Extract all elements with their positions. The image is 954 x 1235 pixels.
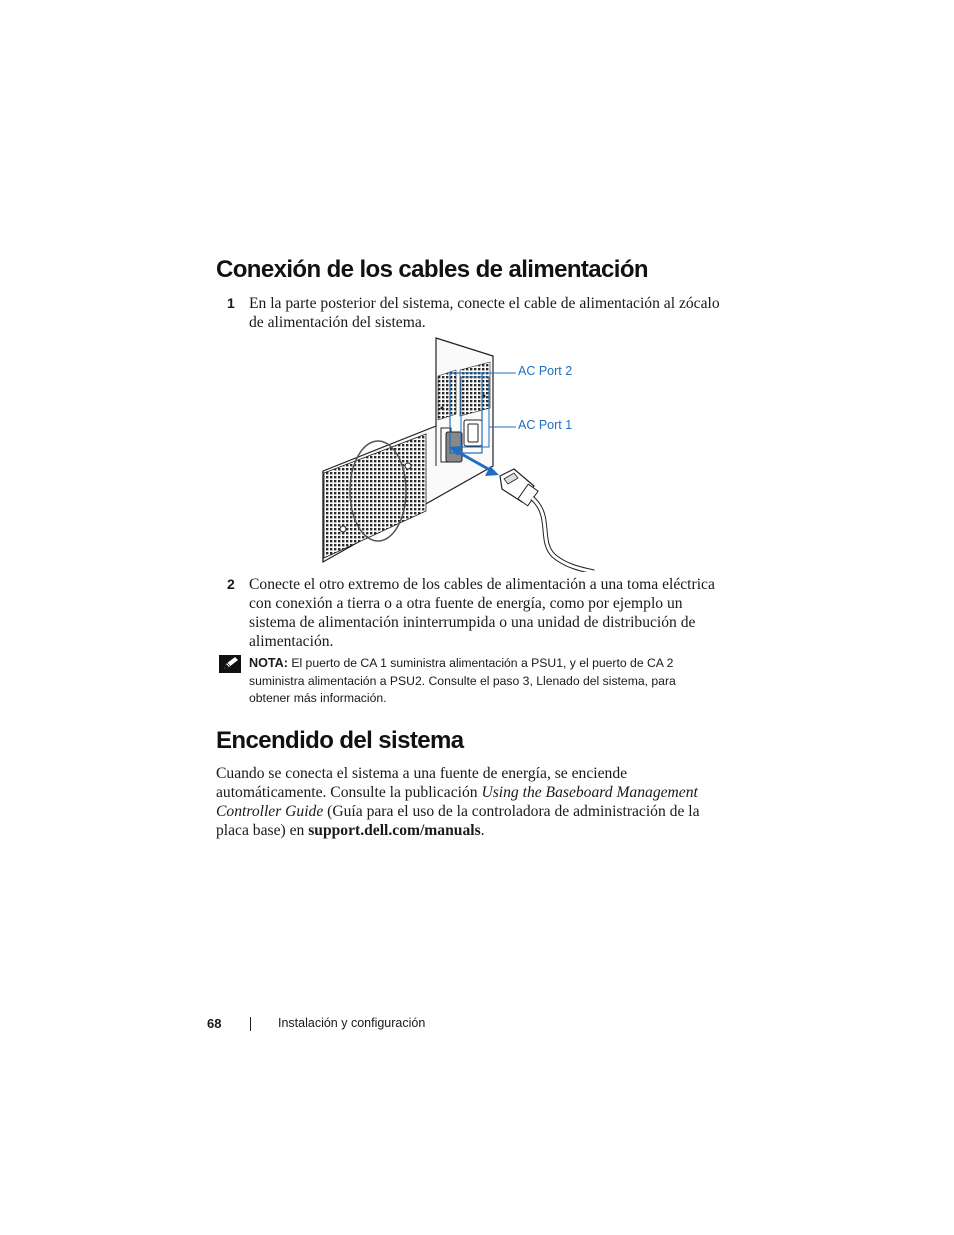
- footer-chapter-title: Instalación y configuración: [278, 1016, 426, 1030]
- power-connection-figure: [318, 336, 608, 572]
- para-end: .: [480, 822, 485, 839]
- note-text: [249, 655, 719, 708]
- page-number: 68: [207, 1016, 222, 1031]
- callout-ac-port-1: AC Port 1: [518, 418, 573, 432]
- note-label: NOTA:: [249, 656, 288, 670]
- footer-divider: [250, 1017, 251, 1031]
- support-link[interactable]: support.dell.com/manuals: [308, 822, 481, 839]
- step-number-2: 2: [227, 576, 235, 592]
- section-title-power-on: Encendido del sistema: [216, 727, 464, 754]
- step-text-2: Conecte el otro extremo de los cables de alimentación a una toma eléctrica con conexión a tierra o a otra fuente de energía, como por ejemplo un sistema de alimentación ininterrumpida o una unidad de distribución de alimentación.: [249, 576, 715, 650]
- para-intro: Cuando se conecta el sistema a una fuente de energía, se enciende automáticamente. Consulte la publicación: [216, 765, 628, 801]
- bmc-guide-title: Using the Baseboard Management Controller Guide: [216, 784, 698, 820]
- section-title-power-cables: Conexión de los cables de alimentación: [216, 256, 648, 283]
- power-on-paragraph: [216, 764, 716, 840]
- note-body: El puerto de CA 1 suministra alimentación a PSU1, y el puerto de CA 2 suministra alimentación a PSU2. Consulte el paso 3, Llenado del sistema, para obtener más información.: [249, 656, 676, 705]
- note-pencil-icon: [219, 655, 241, 673]
- step-text-1: En la parte posterior del sistema, conecte el cable de alimentación al zócalo de alimentación del sistema.: [249, 295, 720, 331]
- callout-ac-port-2: AC Port 2: [518, 364, 573, 378]
- para-middle: (Guía para el uso de la controladora de administración de la placa base) en: [216, 803, 700, 839]
- step-number-1: 1: [227, 295, 235, 311]
